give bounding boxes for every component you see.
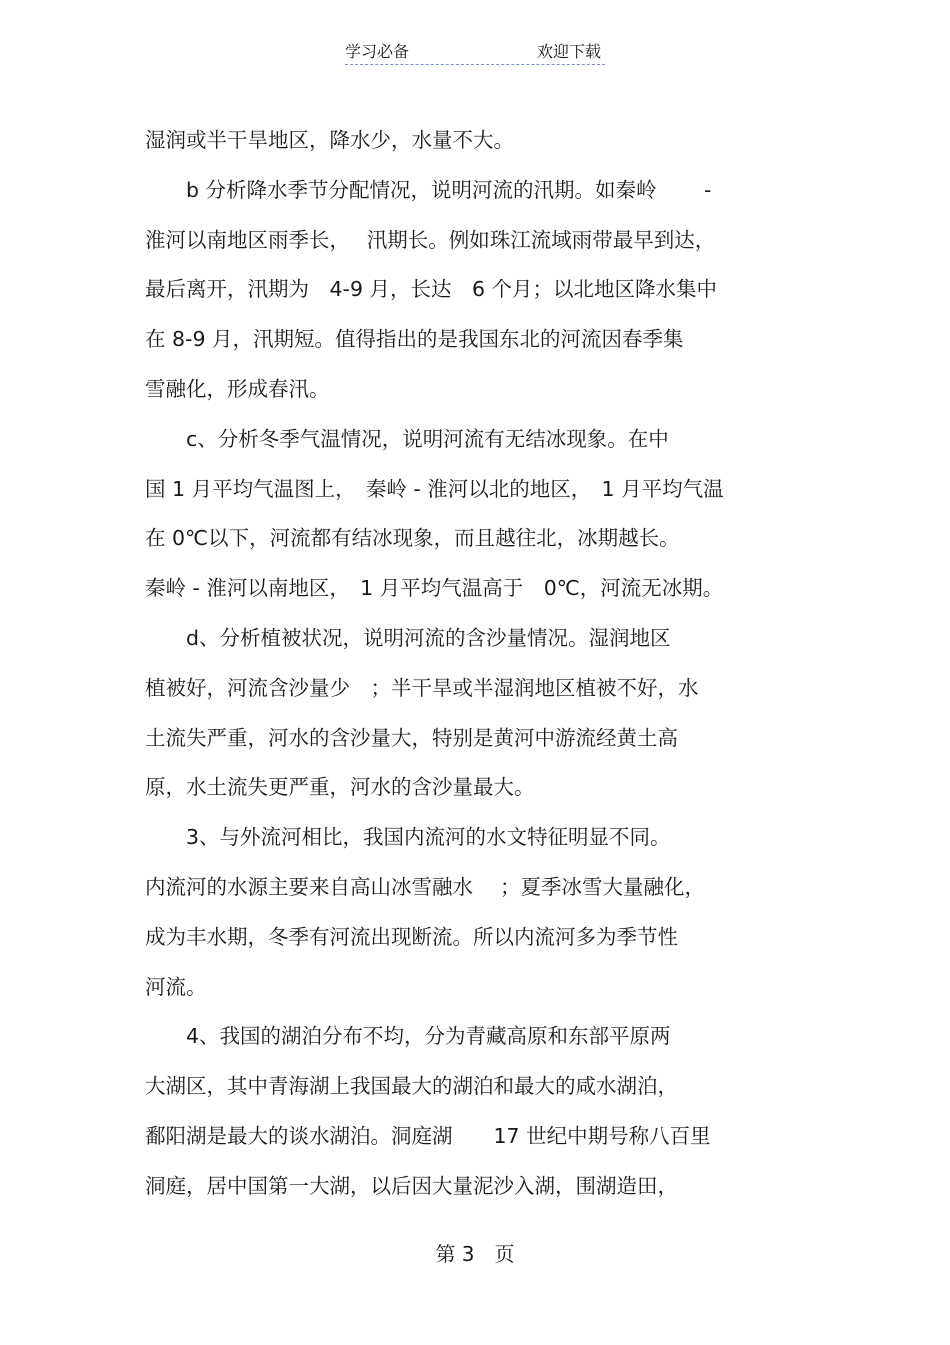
text-line: 在 8-9 月，汛期短。值得指出的是我国东北的河流因春季集 bbox=[145, 327, 684, 352]
text-line: 湿润或半干旱地区，降水少，水量不大。 bbox=[145, 128, 514, 152]
text-line: 植被好，河流含沙量少 ；半干旱或半湿润地区植被不好，水 bbox=[145, 675, 699, 700]
text-line: 成为丰水期，冬季有河流出现断流。所以内流河多为季节性 bbox=[145, 924, 678, 949]
text-line: 雪融化，形成春汛。 bbox=[145, 376, 330, 401]
document-body bbox=[145, 116, 825, 1212]
text-line: 淮河以南地区雨季长， 汛期长。例如珠江流域雨带最早到达， bbox=[145, 227, 716, 252]
text-line: 最后离开，汛期为 4-9 月，长达 6 个月；以北地区降水集中 bbox=[145, 277, 718, 302]
text-line: 内流河的水源主要来自高山冰雪融水 ；夏季冰雪大量融化， bbox=[145, 874, 706, 899]
text-line: d、分析植被状况，说明河流的含沙量情况。湿润地区 bbox=[145, 625, 671, 650]
header-left-text: 学习必备 bbox=[345, 42, 410, 61]
text-line: 土流失严重，河水的含沙量大，特别是黄河中游流经黄土高 bbox=[145, 725, 678, 750]
text-line: 鄱阳湖是最大的谈水湖泊。洞庭湖 17 世纪中期号称八百里 bbox=[145, 1123, 711, 1148]
text-line: 国 1 月平均气温图上， 秦岭 - 淮河以北的地区， 1 月平均气温 bbox=[145, 476, 724, 501]
text-line: 在 0℃以下，河流都有结冰现象，而且越往北，冰期越长。 bbox=[145, 526, 680, 551]
page-header bbox=[345, 40, 605, 65]
text-line: 4、我国的湖泊分布不均，分为青藏高原和东部平原两 bbox=[145, 1024, 671, 1049]
text-line: 原，水土流失更严重，河水的含沙量最大。 bbox=[145, 775, 535, 800]
text-line: 大湖区，其中青海湖上我国最大的湖泊和最大的咸水湖泊， bbox=[145, 1074, 678, 1099]
text-line: 河流。 bbox=[145, 974, 207, 999]
text-line: 3、与外流河相比，我国内流河的水文特征明显不同。 bbox=[145, 825, 671, 850]
text-line: c、分析冬季气温情况，说明河流有无结冰现象。在中 bbox=[145, 426, 669, 451]
page-number: 第 3 页 bbox=[435, 1242, 515, 1266]
text-line: b 分析降水季节分配情况，说明河流的汛期。如秦岭 - bbox=[145, 177, 712, 202]
text-line: 洞庭，居中国第一大湖，以后因大量泥沙入湖，围湖造田， bbox=[145, 1173, 678, 1198]
header-right-text: 欢迎下载 bbox=[536, 42, 601, 61]
text-line: 秦岭 - 淮河以南地区， 1 月平均气温高于 0℃，河流无冰期。 bbox=[145, 576, 724, 601]
